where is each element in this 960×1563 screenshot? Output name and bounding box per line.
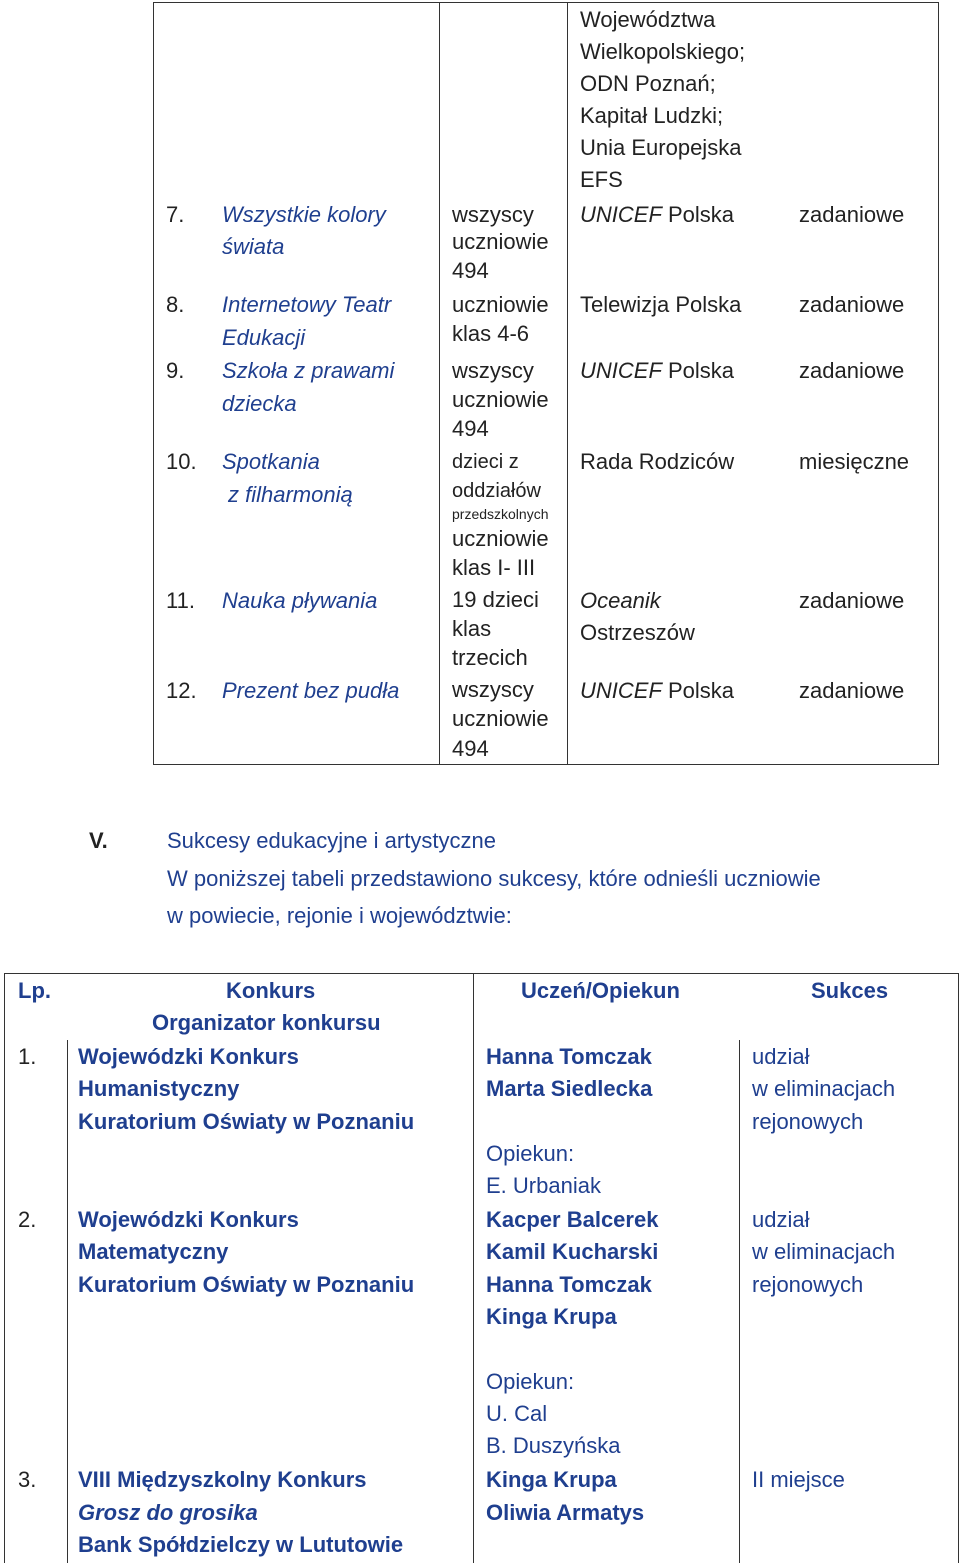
result: w eliminacjach	[752, 1239, 896, 1264]
partner-rest: Polska	[661, 678, 735, 703]
activity-type: zadaniowe	[799, 202, 905, 227]
column-divider	[739, 1040, 740, 1563]
row-number: 3.	[18, 1467, 37, 1492]
tutor: B. Duszyńska	[486, 1433, 621, 1458]
participants: uczniowie	[452, 292, 549, 317]
contest-organizer: Kuratorium Oświaty w Poznaniu	[78, 1272, 415, 1297]
participants: 494	[452, 736, 489, 761]
partner-rest: Polska	[661, 358, 735, 383]
student: Kacper Balcerek	[486, 1207, 659, 1232]
section-number: V.	[89, 828, 108, 853]
participants: wszyscy	[452, 202, 534, 227]
partner-italic: UNICEF	[580, 202, 662, 227]
row-number: 8.	[166, 292, 185, 317]
contest-name: Matematyczny	[78, 1239, 229, 1264]
result: udział	[752, 1207, 810, 1232]
partner-italic: UNICEF	[580, 678, 662, 703]
activity-title: Szkoła z prawami	[222, 358, 395, 383]
participants: oddziałów	[452, 480, 541, 502]
tutor: E. Urbaniak	[486, 1173, 601, 1198]
student: Hanna Tomczak	[486, 1044, 652, 1069]
section-heading: Sukcesy edukacyjne i artystyczne	[167, 828, 496, 853]
activity-title: świata	[222, 234, 285, 259]
partner	[580, 289, 741, 321]
partner-rest: Rada Rodziców	[580, 449, 735, 474]
activity-type: miesięczne	[799, 449, 910, 474]
participants: uczniowie	[452, 526, 549, 551]
participants: 494	[452, 258, 489, 283]
participants: uczniowie	[452, 706, 549, 731]
student: Hanna Tomczak	[486, 1272, 652, 1297]
activity-title: z filharmonią	[228, 482, 353, 507]
partner-italic: UNICEF	[580, 358, 662, 383]
tutor-label: Opiekun:	[486, 1141, 575, 1166]
participants: przedszkolnych	[452, 506, 549, 522]
participants: klas I- III	[452, 555, 536, 580]
contest-organizer: Bank Spółdzielczy w Lututowie	[78, 1532, 404, 1557]
activity-type: zadaniowe	[799, 588, 905, 613]
participants: trzecich	[452, 645, 528, 670]
row-number: 1.	[18, 1044, 37, 1069]
column-divider	[567, 3, 568, 764]
participants: klas 4-6	[452, 321, 530, 346]
result: rejonowych	[752, 1272, 864, 1297]
activity-type: zadaniowe	[799, 358, 905, 383]
activity-title: Spotkania	[222, 449, 320, 474]
column-divider	[439, 3, 440, 764]
student: Kinga Krupa	[486, 1467, 617, 1492]
tutor: U. Cal	[486, 1401, 548, 1426]
participants: uczniowie	[452, 229, 549, 254]
partner-rest: Telewizja Polska	[580, 292, 742, 317]
header-lp: Lp.	[18, 978, 51, 1003]
contest-name: Grosz do grosika	[78, 1500, 258, 1525]
header-uczen: Uczeń/Opiekun	[521, 978, 680, 1003]
sponsor-line: Wielkopolskiego;	[580, 39, 746, 64]
participants: 19 dzieci	[452, 587, 539, 612]
participants: wszyscy	[452, 358, 534, 383]
participants: dzieci z	[452, 451, 519, 473]
partner	[580, 355, 734, 387]
sponsor-line: EFS	[580, 167, 623, 192]
contest-name: Wojewódzki Konkurs	[78, 1207, 299, 1232]
partner-rest: Polska	[661, 202, 735, 227]
participants: uczniowie	[452, 387, 549, 412]
student: Oliwia Armatys	[486, 1500, 645, 1525]
result: w eliminacjach	[752, 1076, 896, 1101]
activity-type: zadaniowe	[799, 292, 905, 317]
row-number: 9.	[166, 358, 185, 383]
student: Kamil Kucharski	[486, 1239, 659, 1264]
row-number: 2.	[18, 1207, 37, 1232]
row-number: 10.	[166, 449, 197, 474]
activity-type: zadaniowe	[799, 678, 905, 703]
participants: klas	[452, 616, 492, 641]
sponsor-line: Województwa	[580, 7, 716, 32]
header-sukces: Sukces	[811, 978, 889, 1003]
tutor-label: Opiekun:	[486, 1369, 575, 1394]
activity-title: Edukacji	[222, 325, 306, 350]
row-number: 7.	[166, 202, 185, 227]
result: II miejsce	[752, 1467, 845, 1492]
student: Marta Siedlecka	[486, 1076, 653, 1101]
section-intro: w powiecie, rejonie i województwie:	[167, 903, 512, 928]
header-konkurs: Konkurs	[226, 978, 316, 1003]
activity-title: Internetowy Teatr	[222, 292, 392, 317]
contest-name: Humanistyczny	[78, 1076, 240, 1101]
row-number: 12.	[166, 678, 197, 703]
sponsor-line: ODN Poznań;	[580, 71, 716, 96]
activity-title: Nauka pływania	[222, 588, 378, 613]
section-intro: W poniższej tabeli przedstawiono sukcesy, które odnieśli uczniowie	[167, 866, 821, 891]
contest-name: Wojewódzki Konkurs	[78, 1044, 299, 1069]
sponsor-line: Unia Europejska	[580, 135, 742, 160]
participants: wszyscy	[452, 677, 534, 702]
partner	[580, 446, 734, 478]
row-number: 11.	[166, 588, 195, 613]
partner-italic: Oceanik	[580, 588, 661, 613]
column-divider	[473, 974, 474, 1563]
column-divider	[67, 1040, 68, 1563]
activity-title: dziecka	[222, 391, 297, 416]
partner	[580, 675, 734, 707]
result: udział	[752, 1044, 810, 1069]
contest-name: VIII Międzyszkolny Konkurs	[78, 1467, 367, 1492]
contest-organizer: Kuratorium Oświaty w Poznaniu	[78, 1109, 415, 1134]
header-organizator: Organizator konkursu	[152, 1010, 381, 1035]
activity-title: Wszystkie kolory	[222, 202, 386, 227]
participants: 494	[452, 416, 489, 441]
partner	[580, 199, 734, 231]
student: Kinga Krupa	[486, 1304, 617, 1329]
result: rejonowych	[752, 1109, 864, 1134]
partner-rest: Ostrzeszów	[580, 620, 695, 645]
sponsor-line: Kapitał Ludzki;	[580, 103, 724, 128]
activity-title: Prezent bez pudła	[222, 678, 400, 703]
